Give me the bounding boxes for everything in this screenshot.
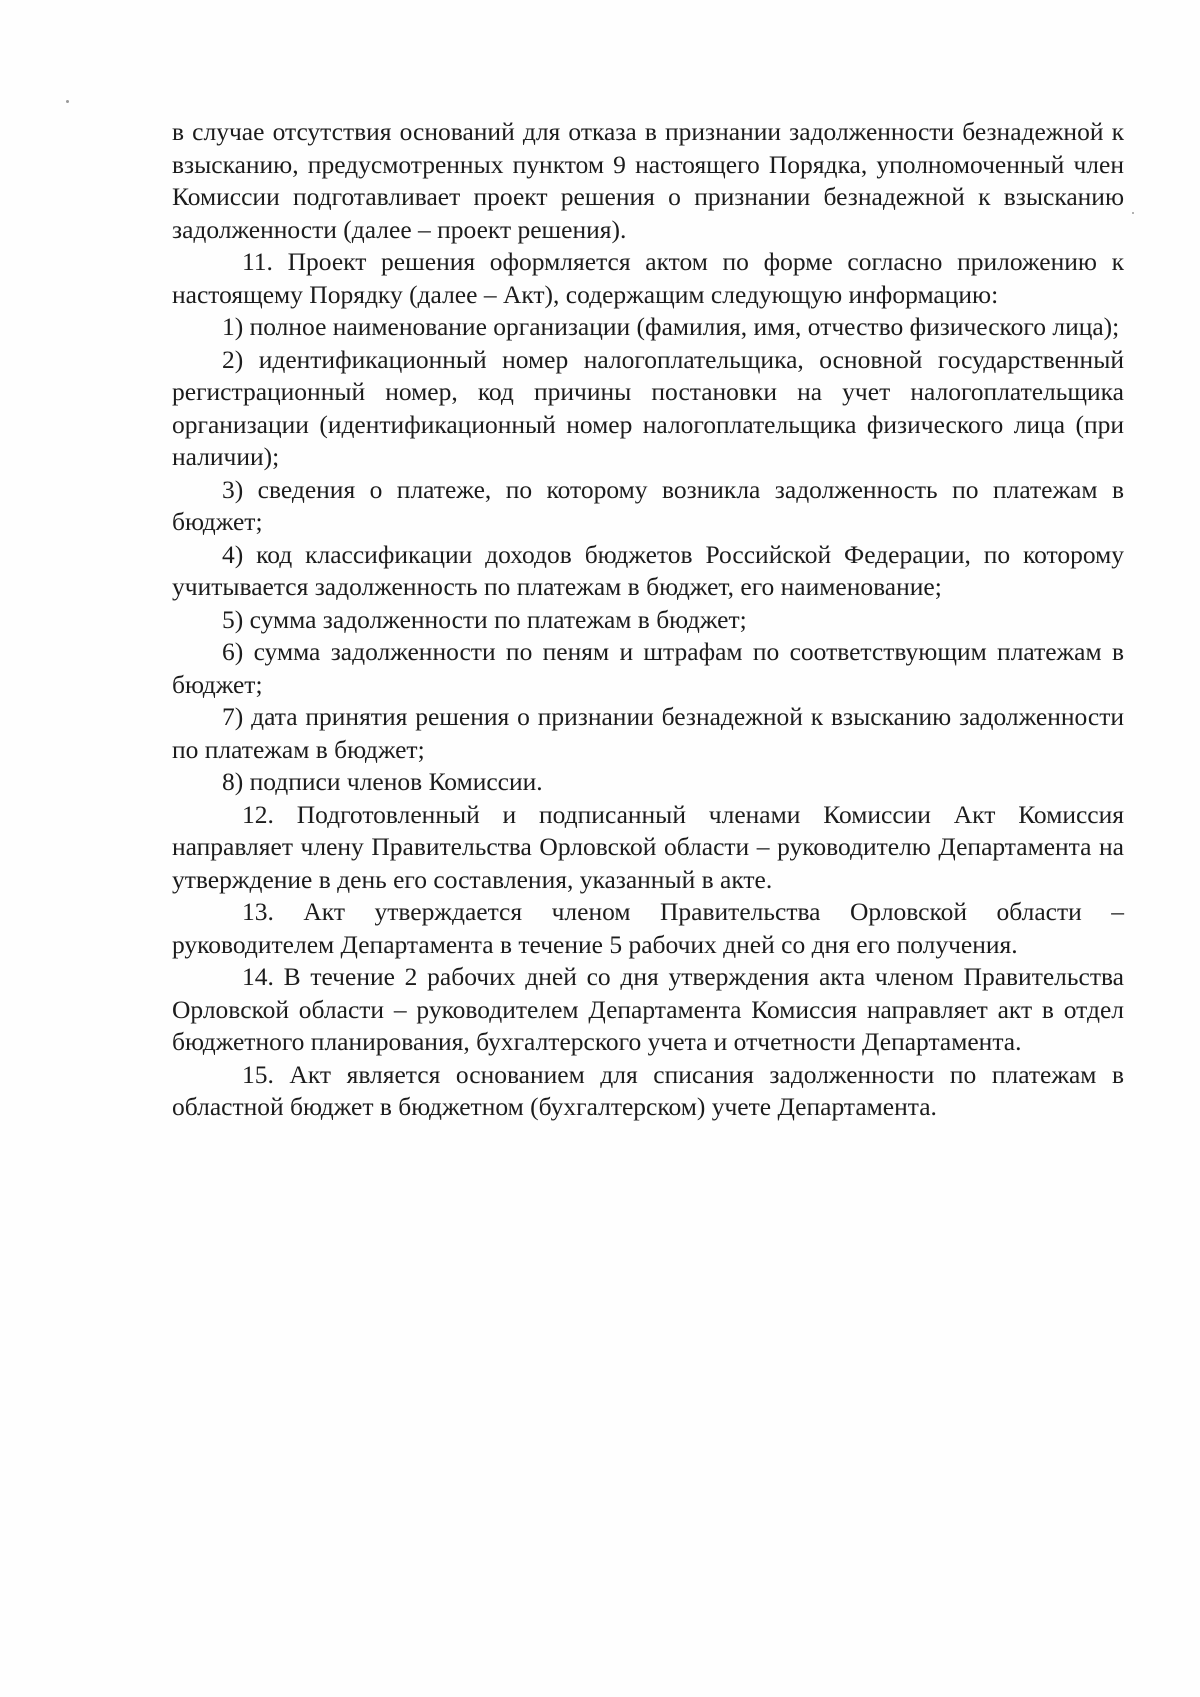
list-item-2: 2) идентификационный номер налогоплательщика, основной государственный регистрационный номер, код причины постановки на учет налогоплательщика организации (идентификационный номер налогоплательщика физического лица (при наличии); [172, 344, 1124, 471]
list-item-7: 7) дата принятия решения о признании безнадежной к взысканию задолженности по платежам в бюджет; [172, 702, 1124, 764]
scan-speck [1132, 212, 1134, 214]
list-item-4: 4) код классификации доходов бюджетов Российской Федерации, по которому учитывается задолженность по платежам в бюджет, его наименование; [172, 539, 1124, 601]
list-item-3: 3) сведения о платеже, по которому возникла задолженность по платежам в бюджет; [172, 474, 1124, 536]
list-item-5: 5) сумма задолженности по платежам в бюджет; [222, 604, 747, 634]
document-body [172, 116, 1124, 1124]
paragraph-continuation: в случае отсутствия оснований для отказа в признании задолженности безнадежной к взысканию, предусмотренных пунктом 9 настоящего Порядка, уполномоченный член Комиссии подготавливает проект решения о признании безнадежной к взысканию задолженности (далее – проект решения). [172, 117, 1124, 244]
list-item-1: 1) полное наименование организации (фамилия, имя, отчество физического лица); [222, 312, 1120, 341]
list-item-8: 8) подписи членов Комиссии. [222, 767, 543, 796]
paragraph-11: 11. Проект решения оформляется актом по форме согласно приложению к настоящему Порядку (далее – Акт), содержащим следующую информацию: [172, 247, 1124, 309]
paragraph-15: 15. Акт является основанием для списания задолженности по платежам в областной бюджет в бюджетном (бухгалтерском) учете Департамента. [172, 1059, 1124, 1121]
paragraph-13: 13. Акт утверждается членом Правительства Орловской области – руководителем Департамента в течение 5 рабочих дней со дня его получения. [172, 897, 1124, 959]
list-item-6: 6) сумма задолженности по пеням и штрафам по соответствующим платежам в бюджет; [172, 637, 1124, 699]
paragraph-12: 12. Подготовленный и подписанный членами Комиссии Акт Комиссия направляет члену Правительства Орловской области – руководителю Департамента на утверждение в день его составления, указанный в акте. [172, 799, 1124, 894]
paragraph-14: 14. В течение 2 рабочих дней со дня утверждения акта членом Правительства Орловской области – руководителем Департамента Комиссия направляет акт в отдел бюджетного планирования, бухгалтерского учета и отчетности Департамента. [172, 962, 1124, 1056]
scan-speck [66, 100, 69, 103]
